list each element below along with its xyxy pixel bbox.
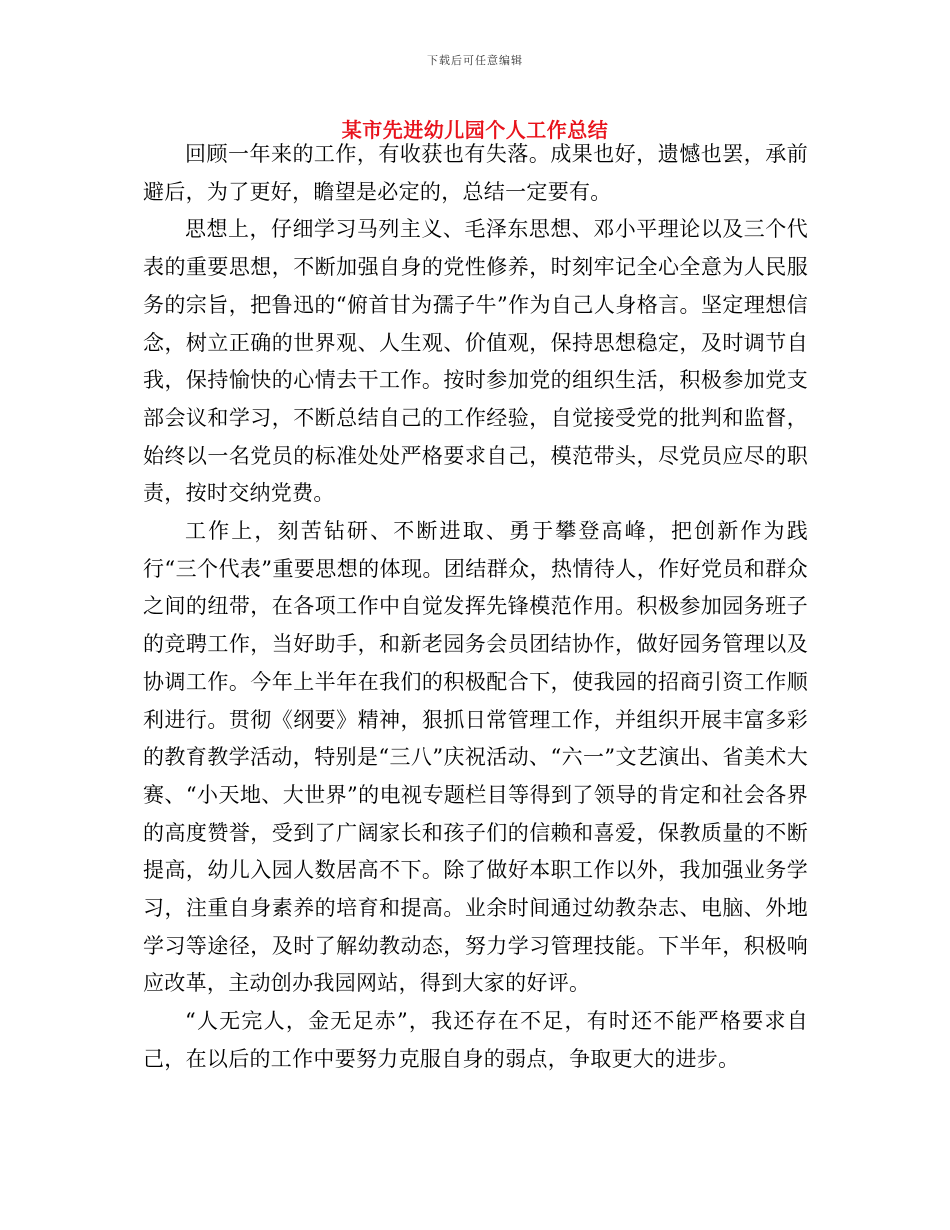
paragraph-work: 工作上，刻苦钻研、不断进取、勇于攀登高峰，把创新作为践行“三个代表”重要思想的体现。团结群众，热情待人，作好党员和群众之间的纽带，在各项工作中自觉发挥先锋模范作用。积极参加园务班子的竞聘工作，当好助手，和新老园务会员团结协作，做好园务管理以及协调工作。今年上半年在我们的积极配合下，使我园的招商引资工作顺利进行。贯彻《纲要》精神，狠抓日常管理工作，并组织开展丰富多彩的教育教学活动，特别是“三八”庆祝活动、“六一”文艺演出、省美术大赛、“小天地、大世界”的电视专题栏目等得到了领导的肯定和社会各界的高度赞誉，受到了广阔家长和孩子们的信赖和喜爱，保教质量的不断提高，幼儿入园人数居高不下。除了做好本职工作以外，我加强业务学习，注重自身素养的培育和提高。业余时间通过幼教杂志、电脑、外地学习等途径，及时了解幼教动态，努力学习管理技能。下半年，积极响应改革，主动创办我园网站，得到大家的好评。 [143,519,808,996]
paragraph-intro: 回顾一年来的工作，有收获也有失落。成果也好，遗憾也罢，承前避后，为了更好，瞻望是必定的，总结一定要有。 [143,142,808,204]
header-note: 下载后可任意编辑 [427,54,523,67]
document-body [143,136,808,1079]
document-title: 某市先进幼儿园个人工作总结 [341,118,609,142]
paragraph-ideology: 思想上，仔细学习马列主义、毛泽东思想、邓小平理论以及三个代表的重要思想，不断加强自身的党性修养，时刻牢记全心全意为人民服务的宗旨，把鲁迅的“俯首甘为孺子牛”作为自己人身格言。坚定理想信念，树立正确的世界观、人生观、价值观，保持思想稳定，及时调节自我，保持愉快的心情去干工作。按时参加党的组织生活，积极参加党支部会议和学习，不断总结自己的工作经验，自觉接受党的批判和监督，始终以一名党员的标准处处严格要求自己，模范带头，尽党员应尽的职责，按时交纳党费。 [143,217,808,506]
paragraph-conclusion: “人无完人，金无足赤”，我还存在不足，有时还不能严格要求自己，在以后的工作中要努力克服自身的弱点，争取更大的进步。 [143,1009,808,1071]
